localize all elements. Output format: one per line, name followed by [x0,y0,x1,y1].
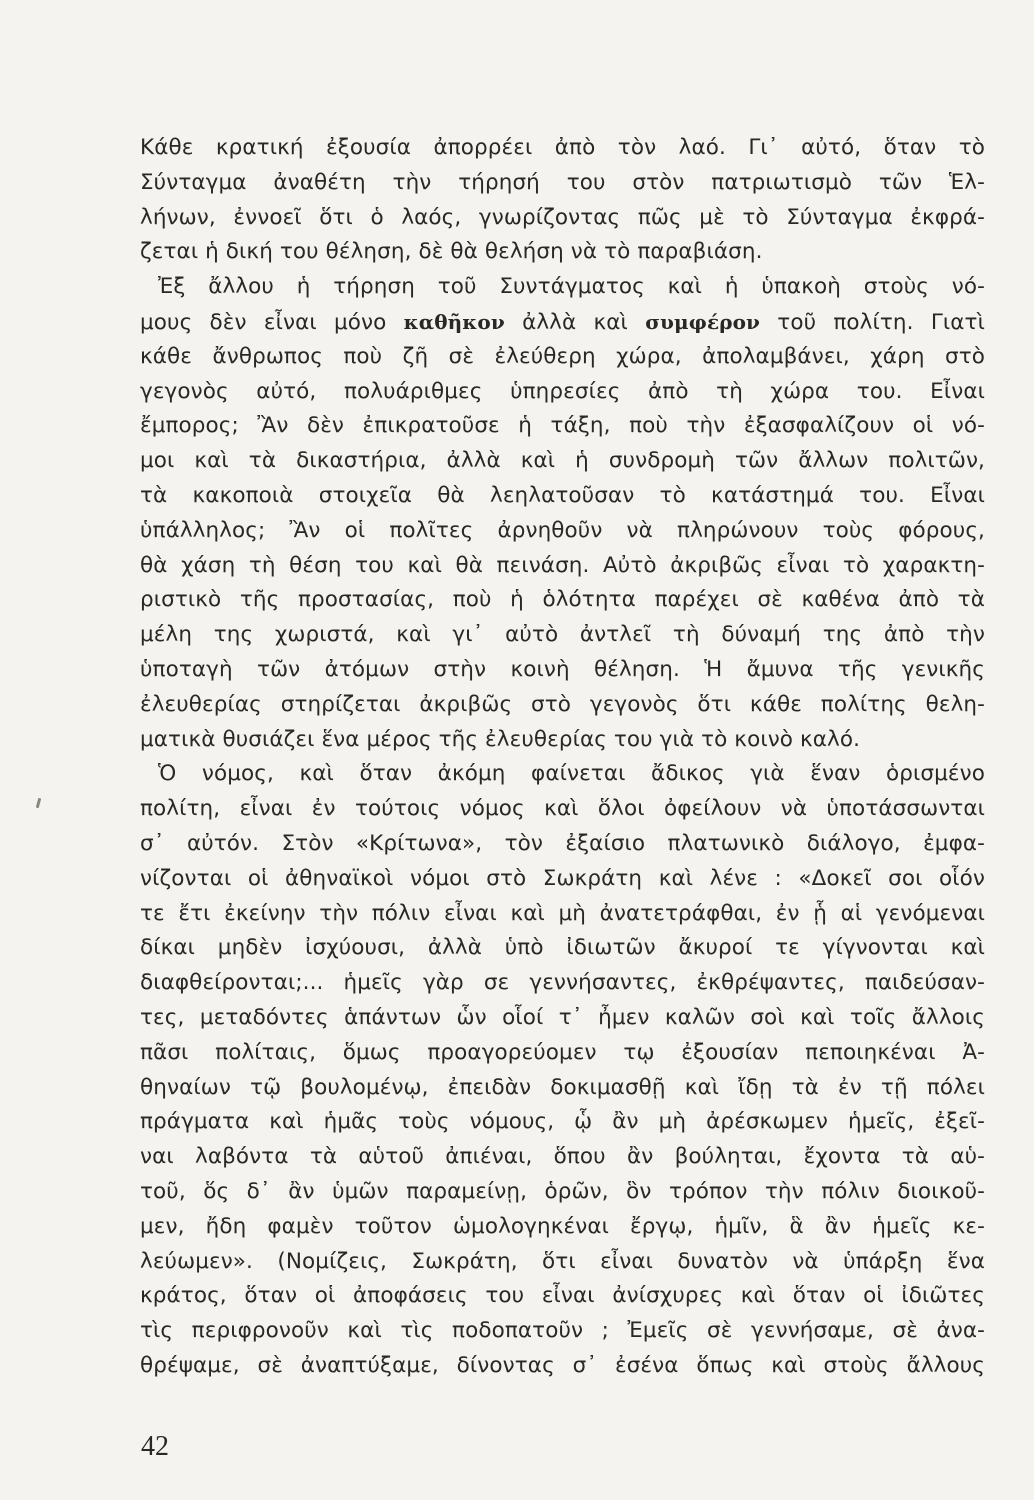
text-line: Ὁ νόμος, καὶ ὅταν ἀκόμη φαίνεται ἄδικος γιὰ ἕναν ὁρισμένο [158,761,985,787]
text-line: κράτος, ὅταν οἱ ἀποφάσεις του εἶναι ἀνίσχυρες καὶ ὅταν οἱ ἰδιῶτες [140,1283,985,1309]
text-line: λήνων, ἐννοεῖ ὅτι ὁ λαός, γνωρίζοντας πῶς μὲ τὸ Σύνταγμα ἐκφρά- [140,204,985,230]
text-line: τὶς περιφρονοῦν καὶ τὶς ποδοπατοῦν ; Ἐμεῖς σὲ γεννήσαμε, σὲ ἀνα- [140,1318,985,1344]
text-line: θὰ χάση τὴ θέση του καὶ θὰ πεινάση. Αὐτὸ ἀκριβῶς εἶναι τὸ χαρακτη- [140,552,985,578]
text-line: ὑπάλληλος; Ἂν οἱ πολῖτες ἀρνηθοῦν νὰ πληρώνουν τοὺς φόρους, [140,517,985,543]
text-line: ριστικὸ τῆς προστασίας, ποὺ ἡ ὁλότητα παρέχει σὲ καθένα ἀπὸ τὰ [140,587,985,613]
text-line: κάθε ἄνθρωπος ποὺ ζῆ σὲ ἐλεύθερη χώρα, ἀπολαμβάνει, χάρη στὸ [140,343,985,369]
text-line: δίκαι μηδὲν ἰσχύουσι, ἀλλὰ ὑπὸ ἰδιωτῶν ἄκυροί τε γίγνονται καὶ [140,935,985,961]
page-number: 42 [141,1431,169,1462]
text-line: ζεται ἡ δική του θέληση, δὲ θὰ θελήση νὰ τὸ παραβιάση. [140,239,763,265]
bold-term: καθῆκον [403,309,505,334]
text-line: πᾶσι πολίταις, ὅμως προαγορεύομεν τῳ ἐξουσίαν πεποιηκέναι Ἀ- [140,1039,985,1065]
text-segment: Ἐξ ἄλλου ἡ τήρηση τοῦ Συντάγματος καὶ ἡ ὑπακοὴ στοὺς νό- [158,274,985,300]
text-line [140,305,985,340]
text-line: ὑποταγὴ τῶν ἀτόμων στὴν κοινὴ θέληση. Ἡ ἄμυνα τῆς γενικῆς [140,656,985,682]
text-line: θηναίων τῷ βουλομένῳ, ἐπειδὰν δοκιμασθῇ καὶ ἴδῃ τὰ ἐν τῇ πόλει [140,1074,985,1100]
text-line: Σύνταγμα ἀναθέτη τὴν τήρησή του στὸν πατριωτισμὸ τῶν Ἑλ- [140,169,985,195]
margin-mark [36,798,41,808]
text-line: ναι λαβόντα τὰ αὑτοῦ ἀπιέναι, ὅπου ἂν βούληται, ἔχοντα τὰ αὑ- [140,1144,985,1170]
text-line: ἔμπορος; Ἂν δὲν ἐπικρατοῦσε ἡ τάξη, ποὺ τὴν ἐξασφαλίζουν οἱ νό- [140,413,985,439]
text-line: μοι καὶ τὰ δικαστήρια, ἀλλὰ καὶ ἡ συνδρομὴ τῶν ἄλλων πολιτῶν, [140,448,985,474]
text-line: νίζονται οἱ ἀθηναϊκοὶ νόμοι στὸ Σωκράτη καὶ λένε : «Δοκεῖ σοι οἷόν [140,865,985,891]
text-line: Κάθε κρατική ἐξουσία ἀπορρέει ἀπὸ τὸν λαό. Γι᾽ αὐτό, ὅταν τὸ [140,135,985,160]
text-line: γεγονὸς αὐτό, πολυάριθμες ὑπηρεσίες ἀπὸ τὴ χώρα του. Εἶναι [140,378,985,404]
text-line: τοῦ, ὅς δ᾽ ἂν ὑμῶν παραμείνῃ, ὁρῶν, ὃν τρόπον τὴν πόλιν διοικοῦ- [140,1178,985,1204]
text-line: θρέψαμε, σὲ ἀναπτύξαμε, δίνοντας σ᾽ ἐσένα ὅπως καὶ στοὺς ἄλλους [140,1352,985,1378]
text-segment: τοῦ πολίτη. Γιατὶ [760,309,985,335]
text-line: πολίτη, εἶναι ἐν τούτοις νόμος καὶ ὅλοι ὀφείλουν νὰ ὑποτάσσωνται [140,796,985,822]
bold-term: συμφέρον [645,309,761,334]
text-line: σ᾽ αὐτόν. Στὸν «Κρίτωνα», τὸν ἐξαίσιο πλατωνικὸ διάλογο, ἐμφα- [140,830,985,856]
text-line: πράγματα καὶ ἡμᾶς τοὺς νόμους, ᾧ ἂν μὴ ἀρέσκωμεν ἡμεῖς, ἐξεῖ- [140,1109,985,1135]
text-line: ματικὰ θυσιάζει ἕνα μέρος τῆς ἐλευθερίας του γιὰ τὸ κοινὸ καλό. [140,726,861,752]
text-segment: μους δὲν εἶναι μόνο [140,309,404,335]
text-line: μέλη της χωριστά, καὶ γι᾽ αὐτὸ ἀντλεῖ τὴ δύναμή της ἀπὸ τὴν [140,622,985,648]
text-line: ἐλευθερίας στηρίζεται ἀκριβῶς στὸ γεγονὸς ὅτι κάθε πολίτης θελη- [140,691,985,717]
text-line: τε ἔτι ἐκείνην τὴν πόλιν εἶναι καὶ μὴ ἀνατετράφθαι, ἐν ᾗ αἱ γενόμεναι [140,900,985,926]
text-line: τὰ κακοποιὰ στοιχεῖα θὰ λεηλατοῦσαν τὸ κατάστημά του. Εἶναι [140,482,985,508]
text-line: τες, μεταδόντες ἁπάντων ὧν οἷοί τ᾽ ἦμεν καλῶν σοὶ καὶ τοῖς ἄλλοις [140,1004,985,1030]
text-line: διαφθείρονται;... ἡμεῖς γὰρ σε γεννήσαντες, ἐκθρέψαντες, παιδεύσαν- [140,970,985,996]
text-segment: ἀλλὰ καὶ [504,309,646,335]
text-line: μεν, ἤδη φαμὲν τοῦτον ὡμολογηκέναι ἔργῳ, ἡμῖν, ἃ ἂν ἡμεῖς κε- [140,1213,985,1239]
body-text [140,131,985,1384]
text-line [140,270,985,305]
text-line: λεύωμεν». (Νομίζεις, Σωκράτη, ὅτι εἶναι δυνατὸν νὰ ὑπάρξη ἕνα [140,1248,985,1274]
